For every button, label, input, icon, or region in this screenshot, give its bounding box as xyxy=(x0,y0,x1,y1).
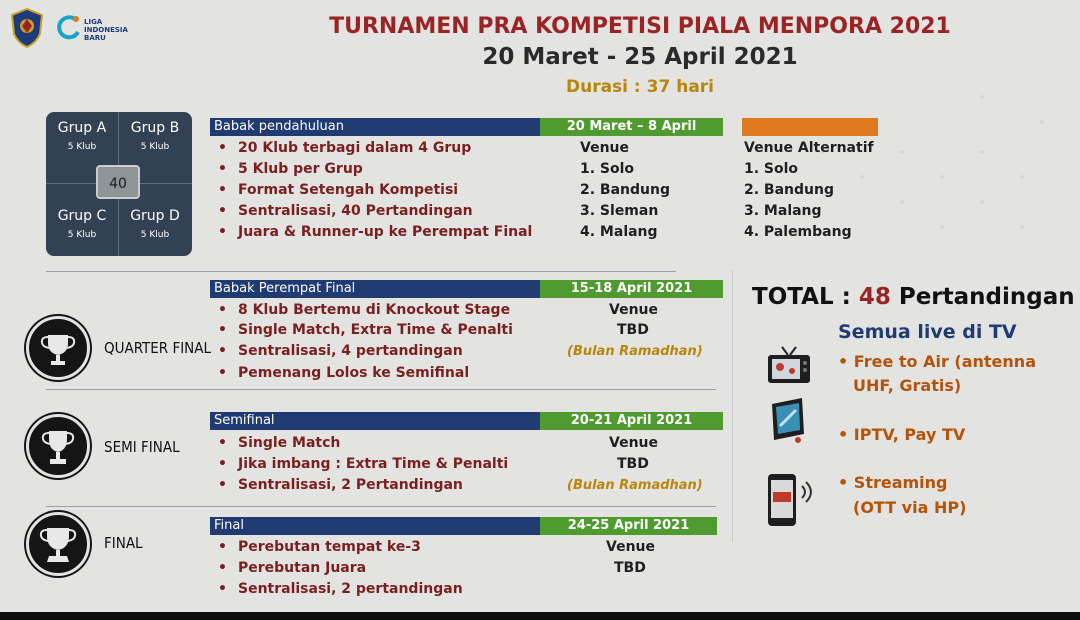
venue-alternatif-item: 1. Solo xyxy=(744,161,799,177)
logo-text-line-2: INDONESIA xyxy=(84,26,128,34)
perempat-date: 15-18 April 2021 xyxy=(540,280,723,298)
venue-item: 2. Bandung xyxy=(580,182,670,198)
liga-indonesia-baru-logo xyxy=(54,14,144,46)
duration-label: Durasi : 37 hari xyxy=(565,77,714,97)
smartphone-live-icon xyxy=(766,472,820,528)
venue-alternatif-label: Venue Alternatif xyxy=(744,140,874,156)
tv-item-free-to-air: • Free to Air (antenna xyxy=(838,352,1036,371)
lib-logo-mark-icon xyxy=(54,14,82,44)
final-bullet-1: • Perebutan tempat ke-3 xyxy=(218,539,421,555)
venue-label: Venue xyxy=(606,539,655,555)
total-matches: TOTAL : 48 Pertandingan xyxy=(752,284,1075,310)
pendahuluan-bullet-4: • Sentralisasi, 40 Pertandingan xyxy=(218,203,473,219)
group-name: Grup B xyxy=(130,120,180,136)
venue-alternatif-bar xyxy=(742,118,878,136)
group-club-count: 5 Klub xyxy=(67,230,97,240)
group-name: Grup C xyxy=(57,208,107,224)
semi-final-trophy-icon xyxy=(26,414,90,478)
pendahuluan-bullet-5: • Juara & Runner-up ke Perempat Final xyxy=(218,224,533,240)
group-club-count: 5 Klub xyxy=(140,230,170,240)
bottom-border xyxy=(0,612,1080,620)
tv-item-streaming: • Streaming xyxy=(838,473,948,492)
venue-label: Venue xyxy=(580,140,629,156)
final-bullet-3: • Sentralisasi, 2 pertandingan xyxy=(218,581,463,597)
final-trophy-icon xyxy=(26,512,90,576)
logo-text-line-1: LIGA xyxy=(84,18,103,26)
divider xyxy=(46,389,716,390)
quarter-final-label: QUARTER FINAL xyxy=(104,339,212,357)
vertical-divider xyxy=(732,270,733,542)
total-group-matches: 40 xyxy=(96,165,140,199)
group-c-cell xyxy=(46,202,118,256)
venue-value: TBD xyxy=(614,560,646,576)
live-tv-heading: Semua live di TV xyxy=(838,321,1017,343)
venue-alternatif-item: 2. Bandung xyxy=(744,182,834,198)
tv-item-iptv: • IPTV, Pay TV xyxy=(838,425,966,444)
group-d-cell xyxy=(119,202,191,256)
pendahuluan-bullet-2: • 5 Klub per Grup xyxy=(218,161,363,177)
venue-alternatif-item: 3. Malang xyxy=(744,203,822,219)
semifinal-bullet-1: • Single Match xyxy=(218,435,341,451)
pendahuluan-bullet-3: • Format Setengah Kompetisi xyxy=(218,182,459,198)
ramadhan-note: (Bulan Ramadhan) xyxy=(567,344,703,359)
group-name: Grup A xyxy=(57,120,107,136)
perempat-bullet-1: • 8 Klub Bertemu di Knockout Stage xyxy=(218,302,511,318)
final-bullet-2: • Perebutan Juara xyxy=(218,560,367,576)
tournament-dates: 20 Maret - 25 April 2021 xyxy=(482,44,798,70)
iptv-icon xyxy=(768,396,808,444)
group-club-count: 5 Klub xyxy=(140,142,170,152)
perempat-bullet-2: • Single Match, Extra Time & Penalti xyxy=(218,322,513,338)
group-name: Grup D xyxy=(130,208,180,224)
semifinal-header: Semifinal xyxy=(210,412,540,430)
final-label: FINAL xyxy=(104,534,143,552)
perempat-header: Babak Perempat Final xyxy=(210,280,540,298)
group-diagram xyxy=(46,112,192,256)
pendahuluan-bullet-1: • 20 Klub terbagi dalam 4 Grup xyxy=(218,140,472,156)
pendahuluan-date: 20 Maret – 8 April xyxy=(540,118,723,136)
tv-item-free-to-air-cont: UHF, Gratis) xyxy=(853,376,962,395)
pendahuluan-header: Babak pendahuluan xyxy=(210,118,540,136)
venue-label: Venue xyxy=(609,435,658,451)
semifinal-bullet-3: • Sentralisasi, 2 Pertandingan xyxy=(218,477,463,493)
semi-final-label: SEMI FINAL xyxy=(104,438,180,456)
tv-antenna-icon xyxy=(766,345,812,385)
ramadhan-note: (Bulan Ramadhan) xyxy=(567,478,703,493)
venue-item: 4. Malang xyxy=(580,224,658,240)
final-header: Final xyxy=(210,517,540,535)
divider xyxy=(46,271,676,272)
federation-crest-icon xyxy=(10,8,44,48)
venue-item: 3. Sleman xyxy=(580,203,659,219)
final-date: 24-25 April 2021 xyxy=(540,517,717,535)
venue-alternatif-item: 4. Palembang xyxy=(744,224,852,240)
tv-item-streaming-cont: (OTT via HP) xyxy=(853,498,967,517)
slide-title: TURNAMEN PRA KOMPETISI PIALA MENPORA 2021 xyxy=(329,14,951,39)
logo-text-line-3: BARU xyxy=(84,34,106,42)
perempat-bullet-3: • Sentralisasi, 4 pertandingan xyxy=(218,343,463,359)
semifinal-date: 20-21 April 2021 xyxy=(540,412,723,430)
group-club-count: 5 Klub xyxy=(67,142,97,152)
venue-value: TBD xyxy=(617,456,649,472)
quarter-final-trophy-icon xyxy=(26,316,90,380)
venue-value: TBD xyxy=(617,322,649,338)
divider xyxy=(46,506,716,507)
perempat-bullet-4: • Pemenang Lolos ke Semifinal xyxy=(218,365,470,381)
venue-item: 1. Solo xyxy=(580,161,635,177)
semifinal-bullet-2: • Jika imbang : Extra Time & Penalti xyxy=(218,456,509,472)
venue-label: Venue xyxy=(609,302,658,318)
